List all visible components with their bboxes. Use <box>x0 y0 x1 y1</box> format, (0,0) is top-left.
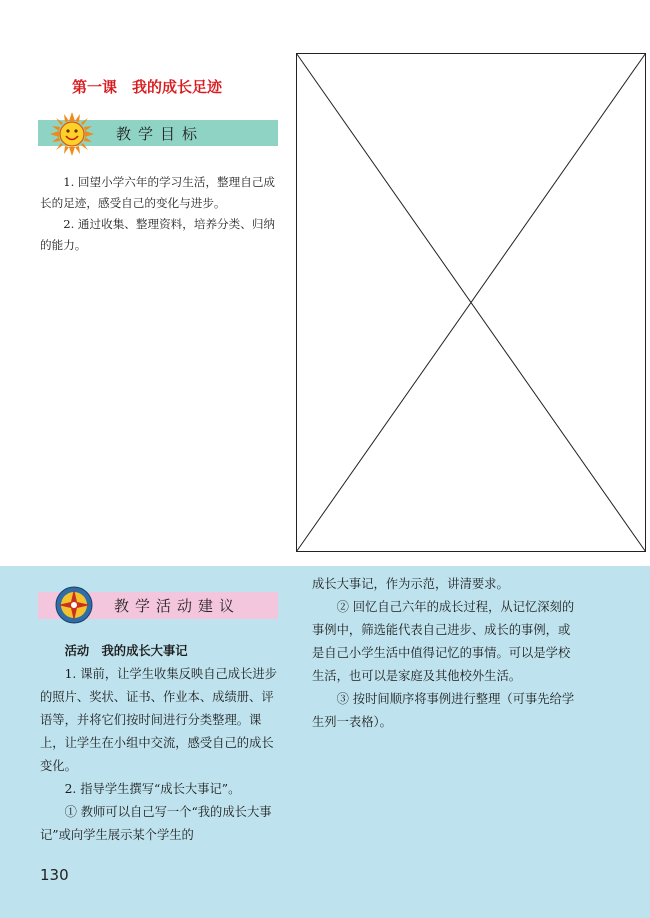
compass-icon <box>54 585 94 625</box>
activity-paragraph-continuation: 成长大事记，作为示范，讲清要求。 <box>312 577 509 591</box>
activity-paragraph: 2. 指导学生撰写“成长大事记”。 <box>64 782 241 796</box>
activity-paragraph: ① 教师可以自己写一个“我的成长大事记”或向学生展示某个学生的 <box>40 805 272 842</box>
activity-paragraph: 1. 课前，让学生收集反映自己成长进步的照片、奖状、证书、作业本、成绩册、评语等，并将它们按时间进行分类整理。课上，让学生在小组中交流，感受自己的成长变化。 <box>40 667 277 773</box>
goals-list <box>40 172 280 256</box>
goal-item: 2. 通过收集、整理资料，培养分类、归纳的能力。 <box>40 217 276 252</box>
activity-left-column <box>40 640 284 847</box>
goals-heading: 教学目标 <box>116 125 205 143</box>
activity-title: 活动 我的成长大事记 <box>64 644 188 658</box>
lesson-title: 第一课 我的成长足迹 <box>72 78 223 96</box>
sun-icon <box>50 112 94 156</box>
activity-paragraph: ② 回忆自己六年的成长过程，从记忆深刻的事例中，筛选能代表自己进步、成长的事例，或是自己小学生活中值得记忆的事情。可以是学校生活，也可以是家庭及其他校外生活。 <box>312 600 575 683</box>
page-number: 130 <box>40 866 69 884</box>
image-placeholder <box>296 53 646 552</box>
activity-right-column <box>312 573 580 734</box>
activity-heading: 教学活动建议 <box>114 597 241 615</box>
activity-paragraph: ③ 按时间顺序将事例进行整理（可事先给学生列一表格）。 <box>312 692 575 729</box>
goal-item: 1. 回望小学六年的学习生活，整理自己成长的足迹，感受自己的变化与进步。 <box>40 175 276 210</box>
